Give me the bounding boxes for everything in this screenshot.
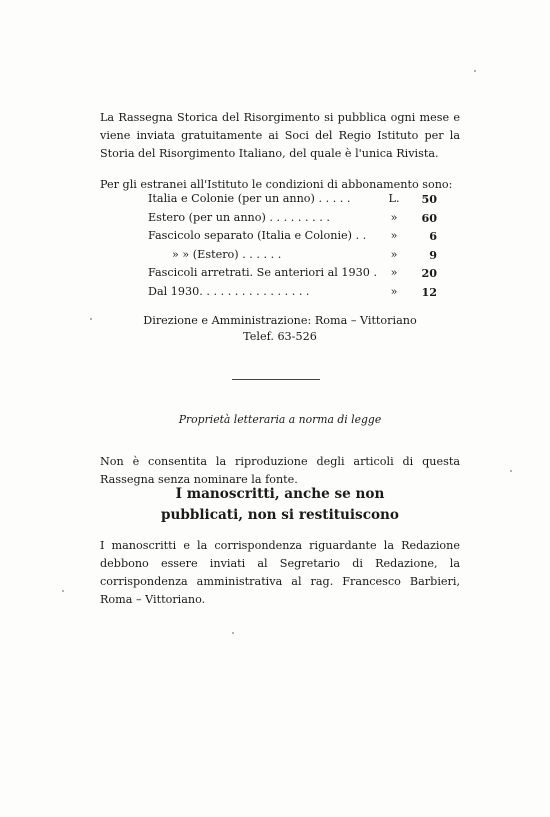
rate-currency: »	[390, 284, 398, 298]
rate-row	[148, 246, 437, 265]
rate-description: » » (Estero) . . . . . .	[172, 247, 282, 261]
rate-description: Fascicoli arretrati. Se anteriori al 1930 .	[148, 266, 378, 279]
reproduction-notice: Non è consentita la riproduzione degli articoli di questa Rassegna senza nominare la fonte.	[100, 455, 460, 487]
rate-amount: 20	[421, 266, 438, 280]
rate-amount: 12	[421, 284, 438, 299]
paper-speck	[90, 318, 92, 320]
rate-currency: »	[390, 210, 398, 224]
paper-speck	[510, 470, 512, 472]
copyright-notice: Proprietà letteraria a norma di legge	[178, 413, 382, 426]
rate-description: Italia e Colonie (per un anno) . . . . .	[148, 192, 351, 205]
rate-row	[148, 283, 437, 302]
intro-paragraph: La Rassegna Storica del Risorgimento si pubblica ogni mese e viene inviata gratuitamente ai Soci del Regio Istituto per la Storia del Risorgimento Italiano, del quale è l'unica Rivista.	[100, 111, 460, 161]
paper-speck	[232, 632, 234, 634]
manuscripts-notice-line: I manoscritti, anche se non	[175, 486, 385, 502]
direction-block	[100, 313, 460, 345]
paper-speck	[62, 590, 64, 592]
rate-currency: »	[390, 247, 398, 261]
manuscripts-notice	[100, 484, 460, 526]
rate-row	[148, 227, 437, 246]
rate-amount: 60	[421, 210, 438, 225]
rate-amount: 50	[421, 192, 438, 206]
direction-address: Direzione e Amministrazione: Roma – Vittoriano	[143, 314, 417, 327]
rate-row	[148, 209, 437, 228]
subscription-rates-table	[148, 190, 437, 301]
rate-row	[148, 264, 437, 283]
rate-row	[148, 190, 437, 209]
rate-amount: 6	[429, 229, 438, 243]
rate-currency: L.	[388, 192, 400, 205]
conditions-intro: Per gli estranei all'Istituto le condizioni di abbonamento sono:	[100, 178, 453, 192]
rate-description: Fascicolo separato (Italia e Colonie) . .	[148, 229, 367, 242]
rate-description: Dal 1930. . . . . . . . . . . . . . . .	[148, 284, 310, 298]
manuscripts-notice-line: pubblicati, non si restituiscono	[160, 507, 400, 523]
rate-currency: »	[390, 266, 398, 279]
section-divider	[232, 379, 320, 380]
rate-amount: 9	[429, 247, 438, 262]
rate-description: Estero (per un anno) . . . . . . . . .	[148, 210, 330, 224]
paper-speck	[474, 70, 476, 72]
rate-currency: »	[390, 229, 398, 242]
direction-phone: Telef. 63-526	[243, 330, 317, 343]
correspondence-paragraph: I manoscritti e la corrispondenza riguardante la Redazione debbono essere inviati al Segretario di Redazione, la corrispondenza amministrativa al rag. Francesco Barbieri, Roma – Vittoriano.	[100, 539, 460, 607]
